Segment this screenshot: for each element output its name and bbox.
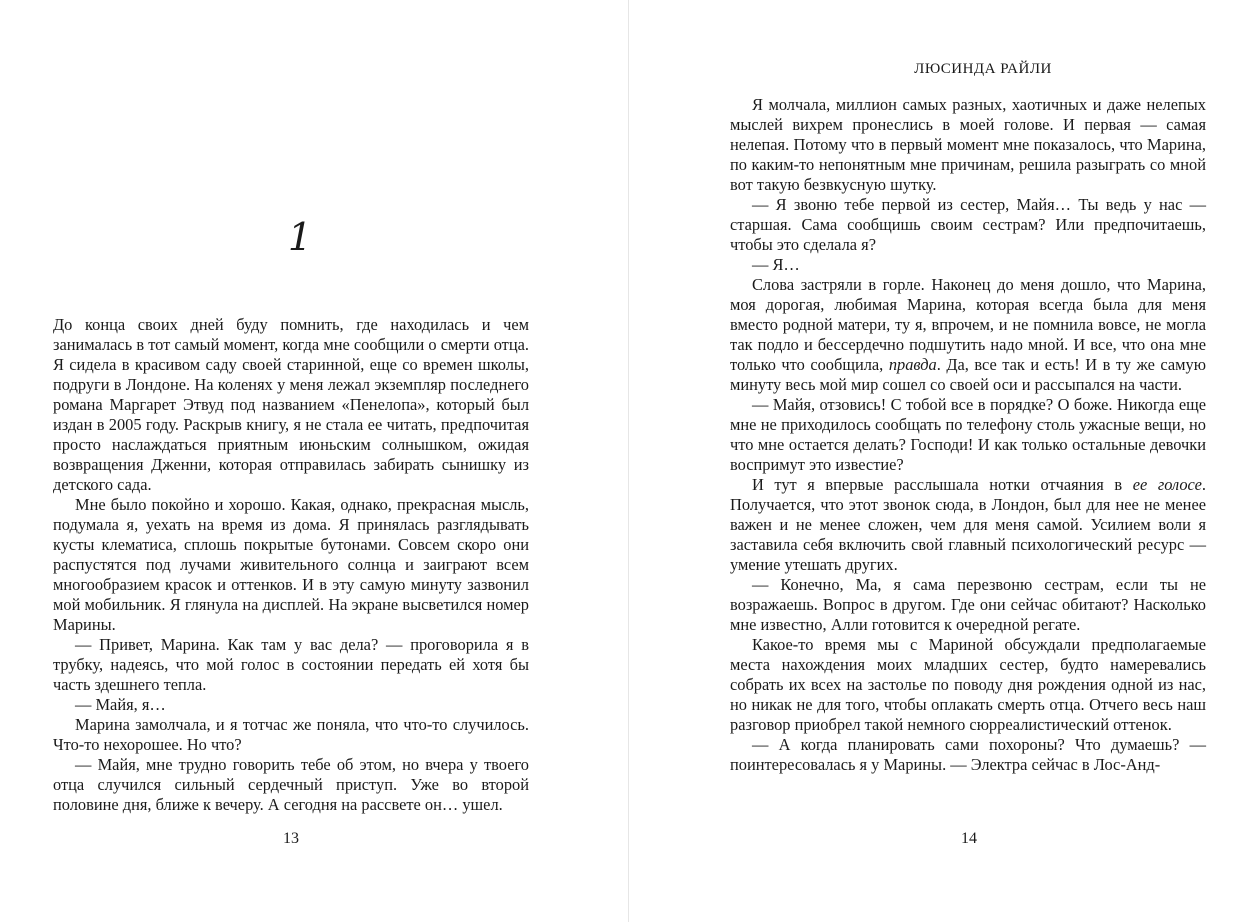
left-page bbox=[0, 0, 628, 922]
paragraph-text: . Получается, что этот звонок сюда, в Лондон, был для нее не менее важен и не менее сложен, чем для меня самой. Усилием воли я заставила себя включить свой главный психологический ресурс — умение утешать других. bbox=[730, 475, 1206, 574]
paragraph: — А когда планировать сами похороны? Что думаешь? — поинтересовалась я у Марины. — Электра сейчас в Лос-Анд- bbox=[730, 735, 1206, 774]
paragraph: — Я… bbox=[752, 255, 800, 274]
paragraph: Я молчала, миллион самых разных, хаотичных и даже нелепых мыслей вихрем пронеслись в моей голове. И первая — самая нелепая. Потому что в первый момент мне показалось, что Марина, по каким-то непонятным мне причинам, решила разыграть со мной вот такую безвкусную шутку. bbox=[730, 95, 1206, 194]
paragraph-text: И тут я впервые расслышала нотки отчаяния в bbox=[752, 475, 1123, 494]
paragraph-text: Слова застряли в горле. Наконец до меня дошло, что Марина, моя дорогая, любимая Марина, которая всегда была для меня вместо родной матери, ту я, впрочем, и не помнила вовсе, не могла так подло и бессердечно подшутить надо мной. И все, что она мне только что сообщила, bbox=[730, 275, 1206, 374]
page-number: 13 bbox=[283, 830, 299, 847]
paragraph: Какое-то время мы с Мариной обсуждали предполагаемые места нахождения моих младших сестер, будто намеревались собрать их всех на застолье по поводу дня рождения одной из нас, но никак не для того, чтобы оплакать смерть отца. Отчего весь наш разговор приобрел такой немного сюрреалистический оттенок. bbox=[730, 635, 1206, 734]
right-page-text bbox=[730, 95, 1206, 775]
paragraph: Марина замолчала, и я тотчас же поняла, что что-то случилось. Что-то нехорошее. Но что? bbox=[53, 715, 529, 754]
paragraph-text: . Да, все так и есть! И в ту же самую минуту весь мой мир сошел со своей оси и рассыпался на части. bbox=[730, 355, 1206, 394]
running-head: ЛЮСИНДА РАЙЛИ bbox=[914, 61, 1052, 77]
paragraph: — Я звоню тебе первой из сестер, Майя… Ты ведь у нас — старшая. Сама сообщишь своим сестрам? Или предпочитаешь, чтобы это сделала я? bbox=[730, 195, 1206, 254]
paragraph bbox=[730, 275, 1206, 395]
paragraph: До конца своих дней буду помнить, где находилась и чем занималась в тот самый момент, когда мне сообщили о смерти отца. Я сидела в красивом саду своей старинной, еще со времен школы, подруги в Лондоне. На коленях у меня лежал экземпляр последнего романа Маргарет Этвуд под названием «Пенелопа», который был издан в 2005 году. Раскрыв книгу, я не стала ее читать, предпочитая просто наслаждаться приятным июньским солнышком, ожидая возвращения Дженни, которая отправилась забирать сынишку из детского сада. bbox=[53, 315, 529, 494]
paragraph: — Майя, мне трудно говорить тебе об этом, но вчера у твоего отца случился сильный сердечный приступ. Уже во второй половине дня, ближе к вечеру. А сегодня на рассвете он… ушел. bbox=[53, 755, 529, 814]
right-page bbox=[629, 0, 1257, 922]
paragraph: — Привет, Марина. Как там у вас дела? — проговорила я в трубку, надеясь, что мой голос в состоянии передать ей хотя бы часть здешнего тепла. bbox=[53, 635, 529, 694]
page-number: 14 bbox=[961, 830, 977, 847]
chapter-number: 1 bbox=[287, 215, 313, 259]
paragraph: — Майя, я… bbox=[75, 695, 166, 714]
left-page-text bbox=[53, 315, 529, 815]
emphasis-text: ее голосе bbox=[1132, 475, 1202, 494]
paragraph: — Конечно, Ма, я сама перезвоню сестрам, если ты не возражаешь. Вопрос в другом. Где они сейчас обитают? Насколько мне известно, Алли готовится к очередной регате. bbox=[730, 575, 1206, 634]
emphasis-text: правда bbox=[888, 355, 937, 374]
paragraph bbox=[730, 475, 1206, 575]
paragraph: Мне было покойно и хорошо. Какая, однако, прекрасная мысль, подумала я, уехать на время из дома. Я принялась разглядывать кусты клематиса, сплошь покрытые бутонами. Совсем скоро они распустятся под лучами живительного солнца и заиграют всем многообразием красок и оттенков. И в эту самую минуту зазвонил мой мобильник. Я глянула на дисплей. На экране высветился номер Марины. bbox=[53, 495, 529, 634]
paragraph: — Майя, отзовись! С тобой все в порядке? О боже. Никогда еще мне не приходилось сообщать по телефону столь ужасные вещи, но что мне остается делать? Господи! И как только остальные девочки воспримут это известие? bbox=[730, 395, 1206, 474]
